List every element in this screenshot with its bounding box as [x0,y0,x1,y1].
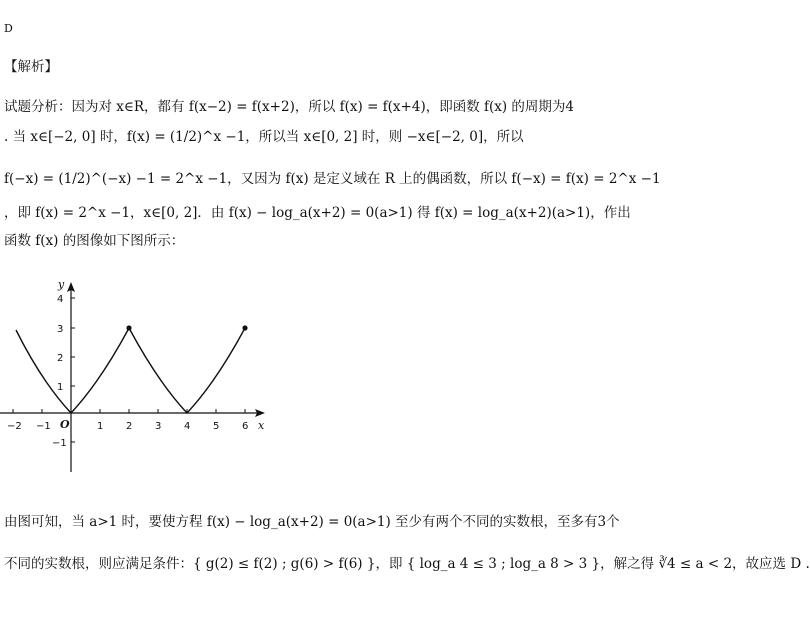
section-title: 【解析】 [4,59,58,75]
analysis-line-5: 函数 f(x) 的图像如下图所示： [4,233,185,249]
function-graph [0,272,275,472]
analysis-line-1: 试题分析：因为对 x∈R，都有 f(x−2) = f(x+2)，所以 f(x) = f(x+4)，即函数 f(x) 的周期为4 [4,99,575,115]
x-axis-label: x [258,419,265,432]
conclusion-line-2: 不同的实数根，则应满足条件：{ g(2) ≤ f(2) ; g(6) > f(6) }，即 { log_a 4 ≤ 3 ; log_a 8 > 3 }，解之得 ∛4 ≤ a < 2，故应选 D . [4,556,810,572]
x-tick-label: 4 [184,421,191,432]
x-tick-label: 6 [242,421,249,432]
x-tick-label: −1 [36,421,51,432]
y-tick-label: 2 [57,353,64,364]
conclusion-line-1: 由图可知，当 a>1 时，要使方程 f(x) − log_a(x+2) = 0(a>1) 至少有两个不同的实数根，至多有3个 [4,514,620,530]
y-axis-label: y [58,278,65,291]
x-tick-label: 3 [155,421,162,432]
analysis-line-2: . 当 x∈[−2, 0] 时，f(x) = (1/2)^x −1，所以当 x∈[0, 2] 时，则 −x∈[−2, 0]，所以 [4,129,524,145]
endpoint-dot [242,325,247,330]
x-tick-label: 2 [126,421,133,432]
x-tick-label: 1 [97,421,104,432]
x-tick-label: −2 [7,421,22,432]
origin-label: O [60,418,70,431]
analysis-line-3: f(−x) = (1/2)^(−x) −1 = 2^x −1，又因为 f(x) 是定义域在 R 上的偶函数，所以 f(−x) = f(x) = 2^x −1 [4,171,661,187]
answer-letter: D [4,22,13,35]
x-tick-label: 5 [213,421,220,432]
endpoint-dot [126,325,131,330]
y-tick-label: −1 [52,438,67,449]
y-tick-label: 4 [57,294,64,305]
y-tick-label: 3 [57,324,64,335]
y-tick-label: 1 [57,382,64,393]
function-curve [16,328,245,413]
analysis-line-4: ，即 f(x) = 2^x −1，x∈[0, 2]．由 f(x) − log_a(x+2) = 0(a>1) 得 f(x) = log_a(x+2)(a>1)，作出 [4,205,631,221]
